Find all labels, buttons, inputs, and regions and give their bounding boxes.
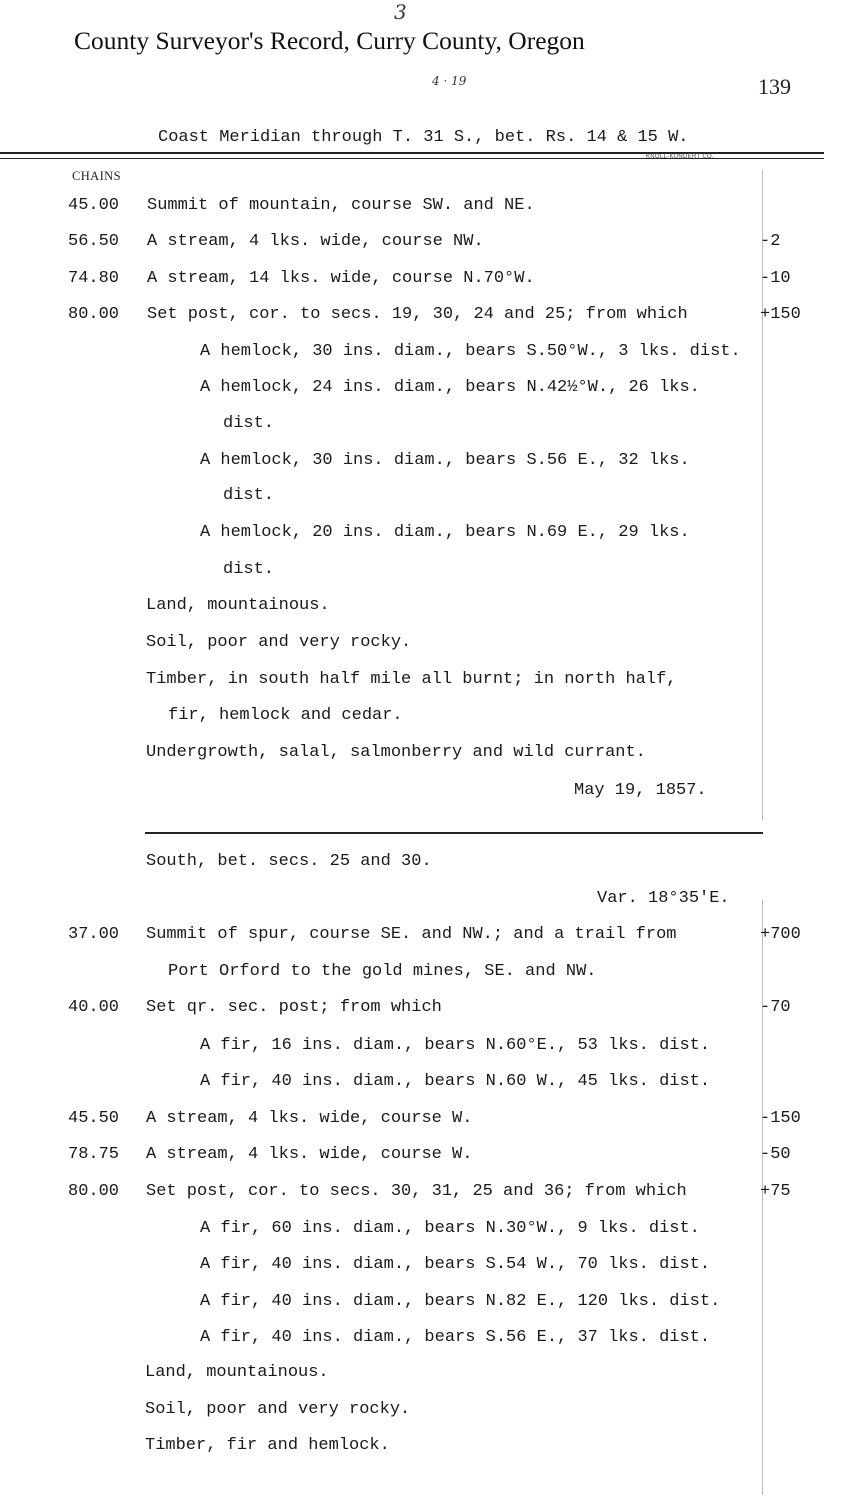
- elevation-mark: -70: [760, 998, 791, 1017]
- margin-line: [762, 170, 763, 820]
- survey-entry: Set post, cor. to secs. 30, 31, 25 and 36; from which: [146, 1182, 687, 1201]
- page-title: County Surveyor's Record, Curry County, Oregon: [74, 26, 585, 55]
- chain-value: 74.80: [68, 269, 120, 288]
- bearing-tree-cont: dist.: [223, 560, 275, 579]
- soil-description: Soil, poor and very rocky.: [145, 1400, 411, 1419]
- printer-mark: KNOLL-KUNDERT CO.: [646, 154, 714, 160]
- section-subtitle: Coast Meridian through T. 31 S., bet. Rs. 14 & 15 W.: [158, 128, 689, 147]
- survey-entry: Set post, cor. to secs. 19, 30, 24 and 25; from which: [147, 305, 688, 324]
- bearing-tree: A fir, 40 ins. diam., bears N.82 E., 120 lks. dist.: [200, 1292, 721, 1311]
- elevation-mark: -2: [760, 232, 781, 251]
- section-divider: [145, 832, 763, 834]
- bearing-tree: A hemlock, 30 ins. diam., bears S.56 E., 32 lks.: [200, 451, 690, 470]
- bearing-tree: A fir, 40 ins. diam., bears N.60 W., 45 lks. dist.: [200, 1072, 711, 1091]
- bearing-tree-cont: dist.: [223, 414, 275, 433]
- chain-value: 80.00: [68, 1182, 120, 1201]
- pencil-mark-top: 3: [394, 0, 407, 24]
- bearing-tree: A hemlock, 20 ins. diam., bears N.69 E., 29 lks.: [200, 523, 690, 542]
- timber-description: Timber, fir and hemlock.: [145, 1436, 390, 1455]
- pencil-note: 4 · 19: [432, 74, 467, 88]
- bearing-tree-cont: dist.: [223, 486, 275, 505]
- survey-entry: Set qr. sec. post; from which: [146, 998, 442, 1017]
- survey-entry: Summit of spur, course SE. and NW.; and a trail from: [146, 925, 677, 944]
- soil-description: Soil, poor and very rocky.: [146, 633, 412, 652]
- timber-description: Timber, in south half mile all burnt; in north half,: [146, 670, 677, 689]
- land-description: Land, mountainous.: [145, 1363, 329, 1382]
- survey-entry: A stream, 4 lks. wide, course NW.: [147, 232, 484, 251]
- bearing-tree: A fir, 40 ins. diam., bears S.56 E., 37 lks. dist.: [200, 1328, 711, 1347]
- elevation-mark: -50: [760, 1145, 791, 1164]
- chains-column-header: CHAINS: [72, 169, 121, 183]
- chain-value: 45.00: [68, 196, 120, 215]
- survey-entry: A stream, 4 lks. wide, course W.: [146, 1109, 473, 1128]
- land-description: Land, mountainous.: [146, 596, 330, 615]
- survey-entry: A stream, 14 lks. wide, course N.70°W.: [147, 269, 535, 288]
- bearing-tree: A fir, 60 ins. diam., bears N.30°W., 9 lks. dist.: [200, 1219, 700, 1238]
- chain-value: 80.00: [68, 305, 120, 324]
- chain-value: 78.75: [68, 1145, 120, 1164]
- elevation-mark: +75: [760, 1182, 791, 1201]
- bearing-tree: A hemlock, 24 ins. diam., bears N.42½°W., 26 lks.: [200, 378, 700, 397]
- undergrowth-description: Undergrowth, salal, salmonberry and wild currant.: [146, 743, 646, 762]
- elevation-mark: +150: [760, 305, 801, 324]
- survey-date: May 19, 1857.: [574, 781, 707, 800]
- survey-entry: A stream, 4 lks. wide, course W.: [146, 1145, 473, 1164]
- survey-entry-cont: Port Orford to the gold mines, SE. and NW.: [168, 962, 597, 981]
- chain-value: 37.00: [68, 925, 120, 944]
- chain-value: 56.50: [68, 232, 120, 251]
- bearing-tree: A hemlock, 30 ins. diam., bears S.50°W., 3 lks. dist.: [200, 342, 741, 361]
- section-heading: South, bet. secs. 25 and 30.: [146, 852, 432, 871]
- bearing-tree: A fir, 16 ins. diam., bears N.60°E., 53 lks. dist.: [200, 1036, 711, 1055]
- timber-description-cont: fir, hemlock and cedar.: [168, 706, 403, 725]
- magnetic-variation: Var. 18°35'E.: [597, 889, 730, 908]
- elevation-mark: -10: [760, 269, 791, 288]
- bearing-tree: A fir, 40 ins. diam., bears S.54 W., 70 lks. dist.: [200, 1255, 711, 1274]
- elevation-mark: -150: [760, 1109, 801, 1128]
- elevation-mark: +700: [760, 925, 801, 944]
- page-number: 139: [758, 74, 791, 99]
- chain-value: 45.50: [68, 1109, 120, 1128]
- chain-value: 40.00: [68, 998, 120, 1017]
- survey-entry: Summit of mountain, course SW. and NE.: [147, 196, 535, 215]
